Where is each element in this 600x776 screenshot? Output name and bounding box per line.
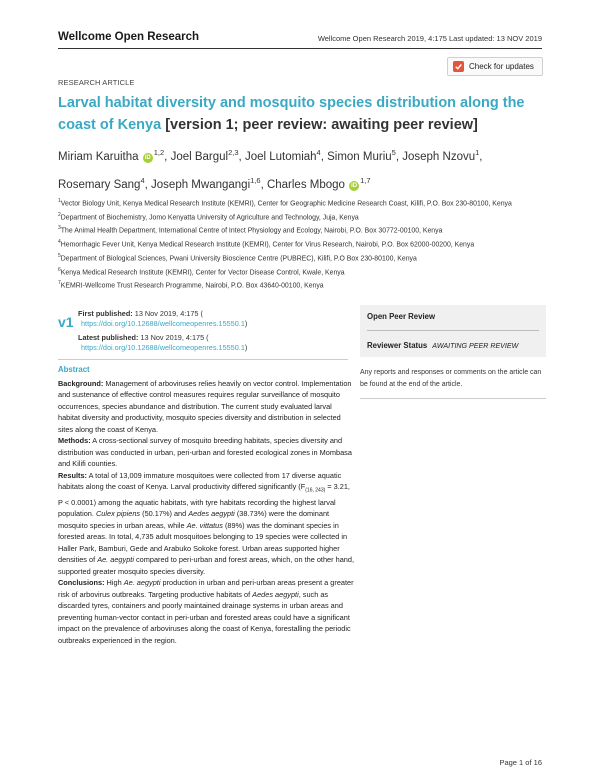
author[interactable]: Joel Lutomiah$^4$	[244, 148, 321, 163]
check-updates-label: Check for updates	[469, 62, 534, 71]
author[interactable]: Joseph Mwangangi$^{1,6}$	[151, 175, 261, 191]
affiliations	[58, 196, 548, 292]
author[interactable]: Charles Mbogo iD$^{1,7}$	[266, 175, 371, 191]
affiliation: $^2$Department of Biochemistry, Jomo Kenyatta University of Agriculture and Technology, Juja, Kenya	[58, 211, 359, 221]
author[interactable]: Joel Bargul$^{2,3}$	[170, 148, 239, 163]
author[interactable]: Rosemary Sang$^4$	[58, 175, 145, 191]
title-version: [version 1; peer review: awaiting peer review]	[165, 117, 478, 133]
page-number: Page 1 of 16	[499, 758, 542, 767]
affiliation: $^7$KEMRI-Wellcome Trust Research Programme, Nairobi, P.O. Box 43640-00100, Kenya	[58, 280, 324, 290]
latest-published-label: Latest published:	[78, 332, 139, 342]
abstract-conclusions: Conclusions: High Ae. aegypti production in urban and peri-urban areas present a greater risk of arbovirus outbreaks. Targeting productive habitats of Aedes aegypti, such as discarded tyres, containers and poorly maintained drainage systems in urban areas and preventing human-vector contact in peri-urban and forested areas could have a significant impact on the prevalence of arboviruses along the coast of Kenya, forestalling the periodic outbreaks experienced in the region.	[58, 578, 354, 645]
orcid-icon[interactable]: iD	[351, 182, 358, 189]
check-for-updates-button[interactable]	[447, 57, 543, 76]
peer-review-note: Any reports and responses or comments on the article can be found at the end of the article.	[360, 369, 542, 388]
check-updates-icon	[453, 61, 464, 72]
affiliation: $^1$Vector Biology Unit, Kenya Medical Research Institute (KEMRI), Center for Geographic Medicine Research Coast, Kilifi, P.O. Box 230-80100, Kenya	[58, 198, 512, 208]
reviewer-status-value: AWAITING PEER REVIEW	[432, 342, 519, 350]
abstract	[58, 364, 354, 646]
journal-name: Wellcome Open Research	[58, 31, 200, 43]
abstract-methods: Methods: A cross-sectional survey of mosquito breeding habitats, species diversity and distribution was conducted in urban, peri-urban and forested ecological zones in Mombasa and Kilifi counties.	[58, 436, 352, 468]
author[interactable]: Joseph Nzovu$^1$	[402, 148, 480, 163]
orcid-icon[interactable]: iD	[144, 154, 151, 161]
latest-published-value: 13 Nov 2019, 4:175 (	[140, 332, 209, 342]
first-published-value: 13 Nov 2019, 4:175 (	[134, 309, 203, 318]
abstract-divider	[58, 359, 348, 360]
latest-published-doi-link[interactable]: https://doi.org/10.12688/wellcomeopenres.15550.1	[81, 343, 245, 353]
title-main: Larval habitat diversity and mosquito species distribution along the coast of Kenya	[58, 95, 525, 133]
affiliation: $^3$The Animal Health Department, International Centre of Intect Physiology and Ecology, Nairobi, P.O. Box 30772-00100, Kenya	[58, 225, 443, 235]
open-peer-review-panel	[360, 305, 546, 399]
publication-info: First published: 13 Nov 2019, 4:175 ( https://doi.org/10.12688/wellcomeopenres.15550.1) Latest published: 13 Nov 2019, 4:175 ( https://doi.org/10.12688/wellcomeopenres.15550.1)	[78, 309, 248, 353]
author[interactable]: Simon Muriu$^5$	[327, 148, 396, 163]
header-meta: Wellcome Open Research 2019, 4:175 Last updated: 13 NOV 2019	[317, 34, 542, 43]
reviewer-status-label: Reviewer Status	[367, 341, 428, 350]
abstract-background: Background: Management of arboviruses relies heavily on vector control. Implementation and sustenance of effective control measures requires regular surveillance of mosquito occurrences, species abundance and distribution. The current study evaluated larval habitat diversity and productivity, mosquito species diversity and distribution in selected sites along the coast of Kenya.	[58, 378, 352, 434]
first-published-doi-link[interactable]: https://doi.org/10.12688/wellcomeopenres.15550.1	[81, 319, 245, 329]
author[interactable]: Miriam Karuitha iD$^{1,2}$	[58, 148, 165, 163]
affiliation: $^5$Department of Biological Sciences, Pwani University Bioscience Centre (PUBREC), Kilifi, P.O Box 230-80100, Kenya	[58, 252, 417, 263]
abstract-heading: Abstract	[58, 365, 90, 374]
open-peer-review-heading: Open Peer Review	[367, 312, 436, 321]
article-title	[58, 92, 548, 136]
affiliation: $^4$Hemorrhagic Fever Unit, Kenya Medical Research Institute (KEMRI), Center for Virus Research, Nairobi, P.O. Box 62000-00200, Kenya	[58, 239, 475, 249]
header-rule	[58, 48, 542, 49]
author-list: Miriam Karuitha iD$^{1,2}$, Joel Bargul$^{2,3}$, Joel Lutomiah$^4$, Simon Muriu$^5$, Joseph Nzovu$^1$, Rosemary Sang$^4$, Joseph Mwangangi$^{1,6}$, Charles Mbogo iD$^{1,7}$	[58, 148, 483, 191]
article-type: RESEARCH ARTICLE	[58, 78, 135, 87]
abstract-results: Results: A total of 13,009 immature mosquitoes were collected from 17 diverse aquatic habitats along the coast of Kenya. Larval productivity differed significantly ($F_{(16, 243)} = 3.21$, P < 0.0001) among the aquatic habitats, with tyre habitats recording the highest larval population. Culex pipiens (50.17%) and Aedes aegypti (38.73%) were the dominant mosquito species in urban areas, while Ae. vittatus (89%) was the dominant species in forested areas. In total, 4,735 adult mosquitoes belonging to 19 species were collected in Haller Park, Bamburi, Gede and Arabuko Sokoke forest. Urban areas supported higher densities of Ae. aegypti compared to peri-urban and forest areas, which, on the other hand, supported greater mosquito species diversity.	[58, 470, 354, 576]
affiliation: $^6$Kenya Medical Research Institute (KEMRI), Center for Vector Disease Control, Kwale, Kenya	[58, 266, 345, 276]
first-published-label: First published:	[78, 309, 133, 318]
version-badge: v1	[58, 314, 74, 330]
